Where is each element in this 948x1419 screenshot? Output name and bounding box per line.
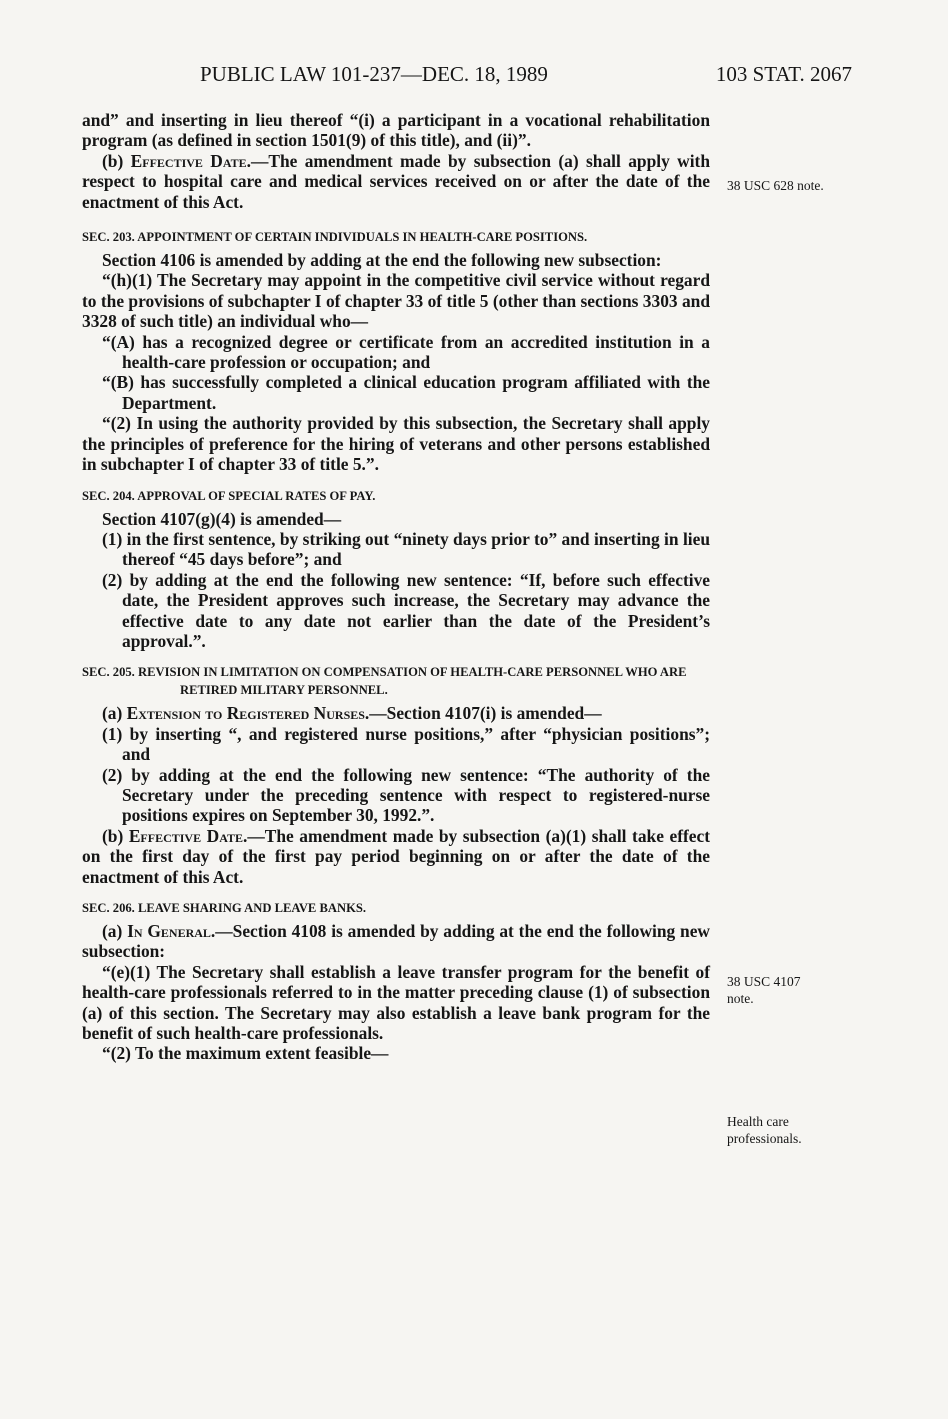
section-heading: SEC. 205. REVISION IN LIMITATION ON COMPENSATION OF HEALTH-CARE PERSONNEL WHO ARE RETIRED MILITARY PERSONNEL. — [82, 665, 687, 698]
page-number: 103 STAT. 2067 — [715, 62, 852, 86]
section-heading: SEC. 203. APPOINTMENT OF CERTAIN INDIVIDUALS IN HEALTH-CARE POSITIONS. — [82, 230, 588, 245]
margin-note: 38 USC 4107 note. — [727, 974, 801, 1006]
subsection-paragraph: “(2) In using the authority provided by this subsection, the Secretary shall apply the principles of preference for the hiring of veterans and other persons established in subchapter I of chapter 33 of title 5.”. — [82, 413, 710, 475]
page-header — [82, 62, 852, 92]
clause-paragraph: (2) by adding at the end the following new sentence: “If, before such effective date, the President approves such increase, the Secretary may advance the effective date to any date not earlier than the date of the President’s approval.”. — [102, 569, 710, 651]
clause-paragraph: (2) by adding at the end the following new sentence: “The authority of the Secretary under the preceding sentence with respect to registered-nurse positions expires on September 30, 1992.”. — [102, 764, 710, 826]
subsection-paragraph: “(e)(1) The Secretary shall establish a leave transfer program for the benefit of health-care professionals referred to in the matter preceding clause (1) of subsection (a) of this section. The Secretary may also establish a leave bank program for the benefit of such health-care professionals. — [82, 961, 710, 1044]
subsection-heading: Effective Date — [130, 150, 247, 171]
margin-note: Health care professionals. — [727, 1114, 802, 1146]
subsection-heading: Effective Date — [128, 825, 243, 846]
clause-paragraph: “(B) has successfully completed a clinical education program affiliated with the Department. — [102, 372, 710, 413]
subsection-paragraph: (b) Effective Date.—The amendment made by subsection (a)(1) shall take effect on the first day of the first pay period beginning on or after the date of the enactment of this Act. — [82, 825, 711, 887]
section-heading: SEC. 204. APPROVAL OF SPECIAL RATES OF PAY. — [82, 488, 376, 503]
subsection-heading: Extension to Registered Nurses — [126, 703, 365, 724]
continued-paragraph: and” and inserting in lieu thereof “(i) a participant in a vocational rehabilitation program (as defined in section 1501(9) of this title), and (ii)”. — [82, 110, 710, 151]
effective-date-paragraph: (b) Effective Date.—The amendment made by subsection (a) shall apply with respect to hospital care and medical services received on or after the date of the enactment of this Act. — [82, 150, 711, 212]
section-intro: Section 4107(g)(4) is amended— — [102, 508, 342, 529]
subsection-paragraph: (a) In General.—Section 4108 is amended by adding at the end the following new subsection: — [82, 921, 710, 962]
clause-paragraph: “(A) has a recognized degree or certificate from an accredited institution in a health-care profession or occupation; and — [102, 331, 710, 373]
subsection-paragraph: (a) Extension to Registered Nurses.—Section 4107(i) is amended— — [102, 703, 602, 724]
clause-paragraph: (1) by inserting “, and registered nurse positions,” after “physician positions”; and — [102, 723, 710, 765]
subsection-heading: In General — [127, 921, 211, 941]
subsection-paragraph: “(2) To the maximum extent feasible— — [102, 1043, 389, 1064]
section-heading: SEC. 206. LEAVE SHARING AND LEAVE BANKS. — [82, 901, 367, 915]
clause-paragraph: (1) in the first sentence, by striking out “ninety days prior to” and inserting in lieu thereof “45 days before”; and — [102, 528, 710, 570]
statute-text — [82, 110, 710, 1064]
running-title: PUBLIC LAW 101-237—DEC. 18, 1989 — [200, 62, 548, 86]
subsection-paragraph: “(h)(1) The Secretary may appoint in the competitive civil service without regard to the provisions of subchapter I of chapter 33 of title 5 (other than sections 3303 and 3328 of such title) an individual who— — [82, 270, 710, 332]
section-intro: Section 4106 is amended by adding at the end the following new subsection: — [102, 250, 662, 271]
margin-note: 38 USC 628 note. — [727, 178, 824, 193]
